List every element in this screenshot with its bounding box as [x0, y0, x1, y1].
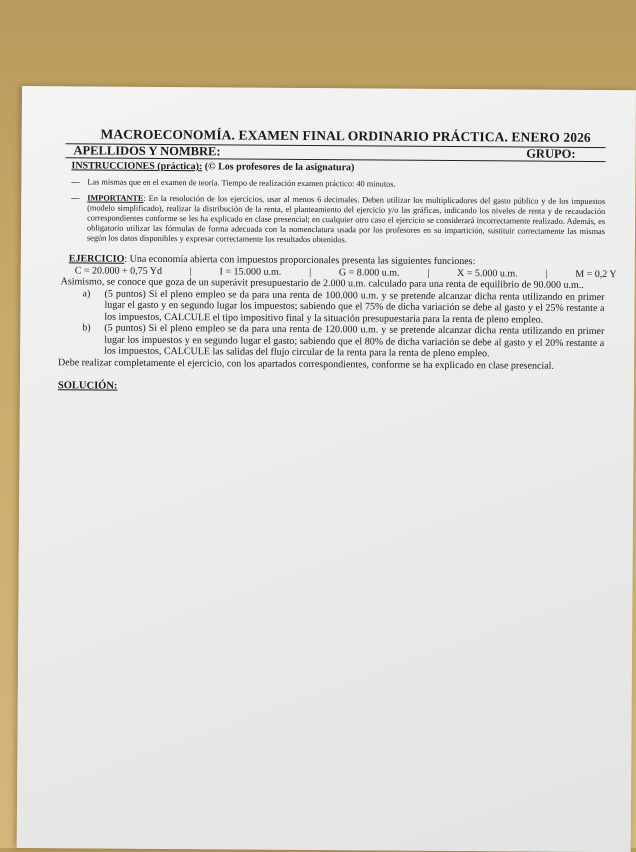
eq-investment: I = 15.000 u.m. [219, 265, 282, 278]
surplus-text: Asimismo, se conoce que goza de un superávit presupuestario de 2.000 u.m. calculado para una renta de equilibrio de 90.000 u.m.. [60, 276, 584, 291]
eq-separator: | [427, 267, 430, 279]
important-label: IMPORTANTE [87, 193, 144, 203]
item-label: b) [82, 322, 91, 334]
eq-consumption: C = 20.000 + 0,75 Yd [74, 264, 163, 277]
exercise-item-a [82, 288, 604, 326]
exercise-intro: : Una economía abierta con impuestos proporcionales presenta las siguientes funciones: [124, 253, 476, 268]
names-label: APELLIDOS Y NOMBRE: [73, 143, 221, 159]
exercise-label: EJERCICIO [68, 253, 125, 265]
bullet-text: Las mismas que en el examen de teoría. Tiempo de realización examen práctico: 40 minutos. [87, 177, 396, 189]
item-label: a) [82, 287, 91, 299]
closing-text: Debe realizar completamente el ejercicio, con los apartados correspondientes, conforme se ha explicado en clase presencial. [58, 356, 554, 372]
bullet-dash: — [71, 193, 80, 203]
exam-title: MACROECONOMÍA. EXAMEN FINAL ORDINARIO PRÁCTICA. ENERO 2026 [100, 126, 591, 145]
bullet-dash: — [71, 177, 80, 187]
bullet-text [87, 193, 605, 247]
item-text: (5 puntos) Si el pleno empleo se da para una renta de 120.000 u.m. y se pretende alcanzar dicha renta utilizando en primer lugar los impuestos y en segundo lugar el gasto; sabiendo que el 80% de dicha variación se debe al gasto y el 20% restante a los impuestos, CALCULE las salidas del flujo circular de la renta para la renta de pleno empleo. [104, 322, 605, 360]
exercise-section [58, 253, 617, 372]
exercise-item-b [82, 322, 604, 360]
instructions-heading-label: INSTRUCCIONES (práctica): [71, 160, 203, 173]
eq-separator: | [545, 268, 548, 280]
instruction-bullet [71, 177, 605, 191]
eq-exports: X = 5.000 u.m. [457, 267, 518, 279]
eq-separator: | [189, 265, 192, 277]
exam-content [57, 126, 617, 395]
instructions-heading [71, 160, 605, 175]
item-text: (5 puntos) Si el pleno empleo se da para una renta de 100.000 u.m. y se pretende alcanzar dicha renta utilizando en primer lugar el gasto y en segundo lugar los impuestos; sabiendo que el 75% de dicha variación se debe al gasto y el 25% restante a los impuestos, CALCULE el tipo impositivo final y la situación presupuestaria para la renta de pleno empleo. [104, 288, 605, 326]
instruction-bullet-important [71, 193, 605, 247]
eq-imports: M = 0,2 Y [575, 268, 617, 280]
exam-sheet [17, 86, 636, 852]
eq-government: G = 8.000 u.m. [338, 266, 400, 279]
important-text: : En la resolución de los ejercicios, usar al menos 6 decimales. Deben utilizar los multiplicadores del gasto público y de los impuestos (modelo simplificado), realizar la distribución de la renta, el planteamiento del ejercicio y/o las gráficas, indicando los niveles de renta y de recaudación correspondientes conforme se les ha explicado en clase presencial; en cualquier otro caso el ejercicio se considerará incorrectamente realizado. Además, es obligatorio utilizar las fórmulas de forma adecuada con la nomenclatura usada por los profesores en su impartición, sustituir correctamente las mismas según los datos disponibles y expresar correctamente los resultados obtenidos. [86, 193, 606, 245]
group-label: GRUPO: [526, 146, 576, 161]
student-info-row [65, 143, 605, 162]
instructions-heading-note: (© Los profesores de la asignatura) [204, 161, 355, 174]
eq-separator: | [309, 266, 312, 278]
solution-label: SOLUCIÓN: [57, 380, 118, 392]
